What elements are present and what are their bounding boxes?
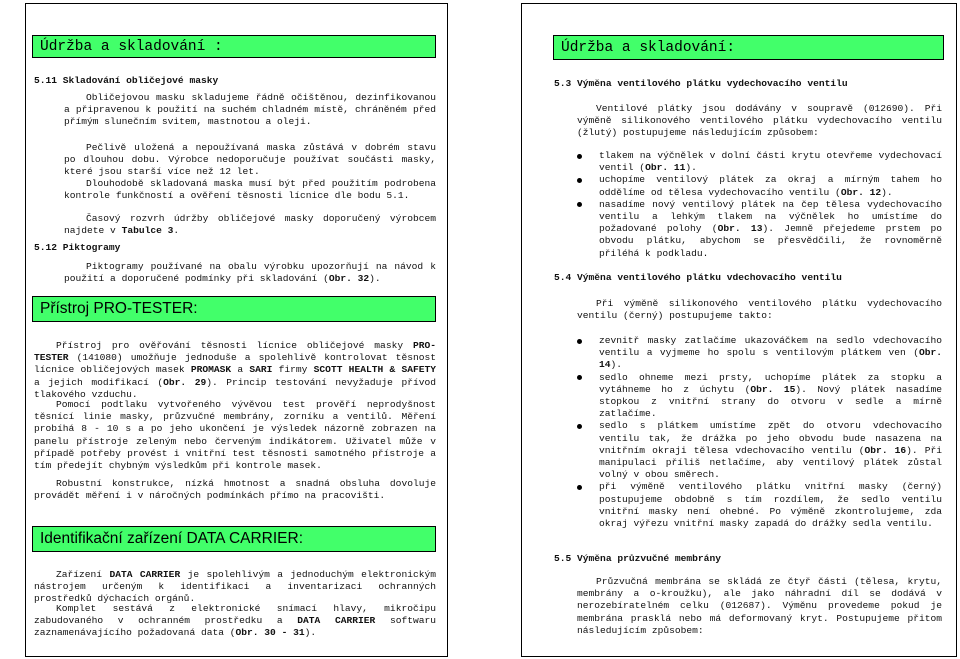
text: zevnitř masky zatlačíme ukazováčkem na sedlo vdechovacího ventilu a vyjmeme ho spolu s ventilovým plátkem ven ( bbox=[599, 335, 942, 359]
figure-reference: Obr. 30 - 31 bbox=[235, 627, 305, 639]
text: softwaru zaznamenávajícího požadovaná data ( bbox=[34, 615, 436, 639]
list-item bbox=[577, 150, 942, 174]
text: ). bbox=[881, 186, 893, 198]
text: uchopíme ventilový plátek za okraj a mírným tahem ho oddělíme od tělesa vydechovacího ventilu ( bbox=[599, 174, 942, 198]
steps-list bbox=[577, 335, 942, 530]
text: tlakem na výčnělek v dolní části krytu otevřeme vydechovací ventil ( bbox=[599, 150, 942, 174]
list-item bbox=[577, 420, 942, 481]
list-item bbox=[577, 372, 942, 421]
figure-reference: Obr. 13 bbox=[717, 223, 763, 235]
text: sedlo s plátkem umístíme zpět do otvoru vdechovacího ventilu tak, že drážka po jeho obvodu bude nasazena na vnitřním okraji tělesa vdechovacího ventilu ( bbox=[599, 420, 942, 456]
paragraph bbox=[64, 261, 436, 285]
paragraph: Při výměně silikonového ventilového plátku vydechovacího ventilu (černý) postupujeme takto: bbox=[577, 298, 942, 322]
text: ). bbox=[685, 162, 697, 174]
text: sedlo ohneme mezi prsty, uchopíme plátek za stopku a vytáhneme ho z úchytu ( bbox=[599, 371, 942, 395]
text: firmy bbox=[272, 364, 314, 376]
text: (141080) umožňuje jednoduše a spolehlivě kontrolovat těsnost lícnice obličejových masek bbox=[34, 352, 436, 376]
list-item bbox=[577, 199, 942, 260]
text: ). Nový plátek nasadíme stopkou z vnitřní strany do otvoru v sedle a mírně zatlačíme. bbox=[599, 383, 942, 420]
product-name: DATA CARRIER bbox=[297, 615, 376, 627]
text: . bbox=[173, 225, 180, 237]
bullet-icon bbox=[577, 178, 582, 183]
paragraph: Obličejovou masku skladujeme řádně očištěnou, dezinfikovanou a připravenou k použití na suchém chladném místě, chráněném před přímým slunečním svitem, mastnotou a oleji. bbox=[64, 92, 436, 128]
table-reference: Tabulce 3 bbox=[121, 225, 174, 237]
left-page bbox=[25, 3, 448, 657]
company-name: SCOTT HEALTH & SAFETY bbox=[313, 364, 436, 376]
paragraph: Dlouhodobě skladovaná maska musí být před použitím podrobena kontrole funkčností a ověření těsnosti lícnice dle bodu 5.1. bbox=[64, 178, 436, 202]
section-banner-maintenance: Údržba a skladování : bbox=[32, 35, 436, 58]
right-page bbox=[521, 3, 957, 657]
section-heading-5-3: 5.3 Výměna ventilového plátku vydechovacího ventilu bbox=[554, 78, 848, 89]
text: Přístroj pro ověřování těsnosti lícnice obličejové masky bbox=[56, 340, 413, 351]
section-heading-5-5: 5.5 Výměna průzvučné membrány bbox=[554, 553, 721, 564]
figure-reference: Obr. 16 bbox=[864, 444, 907, 456]
text: a jejich modifikací ( bbox=[34, 376, 164, 388]
text: ). Při manipulaci příliš netlačíme, aby ventilový plátek zůstal volný v obou směrech. bbox=[599, 444, 942, 481]
product-name: PROMASK bbox=[190, 364, 232, 376]
bullet-icon bbox=[577, 339, 582, 344]
figure-reference: Obr. 29 bbox=[163, 376, 207, 388]
text: ). bbox=[610, 359, 623, 371]
figure-reference: Obr. 15 bbox=[750, 383, 796, 395]
text: a bbox=[231, 364, 250, 376]
text: ). Princip testování nevyžaduje přívod tlakového vzduchu. bbox=[34, 376, 436, 400]
text: Komplet sestává z elektronické snímací hlavy, mikročipu zabudovaného v ochranném prostředku a bbox=[34, 603, 436, 627]
bullet-icon bbox=[577, 202, 582, 207]
paragraph: Robustní konstrukce, nízká hmotnost a snadná obsluha dovoluje provádět měření i v náročných podmínkách přímo na pracovišti. bbox=[34, 478, 436, 502]
steps-list bbox=[577, 150, 942, 260]
paragraph bbox=[64, 213, 436, 237]
text: ). Jemně přejedeme prstem po obvodu plátku, abychom se přesvědčili, že rovnoměrně přiléhá k podkladu. bbox=[599, 223, 942, 259]
paragraph bbox=[34, 340, 436, 401]
figure-reference: Obr. 14 bbox=[599, 347, 942, 371]
paragraph: Ventilové plátky jsou dodávány v soupravě (012690). Při výměně silikonového ventilového plátku vydechovacího ventilu (žlutý) postupujeme následujícím způsobem: bbox=[577, 103, 942, 139]
text: ). bbox=[369, 273, 381, 285]
paragraph: Pomocí podtlaku vytvořeného vývěvou test prověří neprodyšnost těsnící linie masky, průzvučné membrány, zorníku a ventilů. Měření probíhá 8 - 10 s a po jeho ukončení je výsledek názorně zobrazen na panelu přístroje zeleným nebo červeným indikátorem. Uživatel může v případě potřeby provést i vnitřní test těsnosti samotného přístroje a tím předejít chybným výsledkům při kontrole masek. bbox=[34, 399, 436, 472]
section-heading-5-12: 5.12 Piktogramy bbox=[34, 242, 121, 253]
product-name: SARI bbox=[249, 364, 273, 376]
figure-reference: Obr. 32 bbox=[328, 273, 370, 285]
bullet-icon bbox=[577, 154, 582, 159]
section-heading-5-4: 5.4 Výměna ventilového plátku vdechovacího ventilu bbox=[554, 272, 842, 283]
text: nasadíme nový ventilový plátek na čep tělesa vydechovacího ventilu a lehkým tlakem na výčnělek ho umístíme do požadované polohy ( bbox=[599, 198, 942, 235]
section-banner-data-carrier: Identifikační zařízení DATA CARRIER: bbox=[32, 526, 436, 552]
bullet-icon bbox=[577, 375, 582, 380]
section-heading-5-11: 5.11 Skladování obličejové masky bbox=[34, 75, 219, 86]
bullet-icon bbox=[577, 424, 582, 429]
text: je spolehlivým a jednoduchým elektronickým nástrojem určeným k identifikaci a inventarizaci ochranných prostředků dýchacích orgánů. bbox=[34, 569, 436, 605]
paragraph: Průzvučná membrána se skládá ze čtyř části (tělesa, krytu, membrány a o-kroužku), ale jako náhradní díl se dodává v nerozebíratelném celku (012687). Výměnu provedeme pokud je membrána prasklá nebo má deformovaný kryt. Postupujeme přitom následujícím způsobem: bbox=[577, 576, 942, 636]
section-banner-maintenance: Údržba a skladování: bbox=[553, 35, 944, 60]
section-banner-pro-tester: Přístroj PRO-TESTER: bbox=[32, 296, 436, 322]
product-name: DATA CARRIER bbox=[109, 569, 181, 580]
text: Časový rozvrh údržby obličejové masky doporučený výrobcem najdete v bbox=[64, 213, 436, 237]
paragraph bbox=[34, 603, 436, 640]
text: ). bbox=[304, 627, 317, 639]
list-item bbox=[577, 335, 942, 372]
text: při výměně ventilového plátku vnitřní masky (černý) postupujeme obdobně s tím rozdílem, že sedlo ventilu vnitřní masky není ohebné. Po výměně zkontrolujeme, zda okraj výřezu vnitřní masky zapadá do drážky sedla ventilu. bbox=[599, 481, 942, 530]
list-item bbox=[577, 481, 942, 530]
text: Piktogramy používané na obalu výrobku upozorňují na návod k použití a doporučené podmínky při skladování ( bbox=[64, 261, 436, 285]
product-name: PRO-TESTER bbox=[34, 340, 436, 364]
figure-reference: Obr. 12 bbox=[840, 186, 882, 198]
bullet-icon bbox=[577, 485, 582, 490]
text: Zařízení bbox=[56, 569, 110, 580]
figure-reference: Obr. 11 bbox=[645, 162, 686, 174]
list-item bbox=[577, 174, 942, 198]
paragraph: Pečlivě uložená a nepoužívaná maska zůstává v dobrém stavu po dlouhou dobu. Výrobce nedoporučuje používat součásti masky, které jsou starší více než 12 let. bbox=[64, 142, 436, 178]
paragraph bbox=[34, 569, 436, 606]
